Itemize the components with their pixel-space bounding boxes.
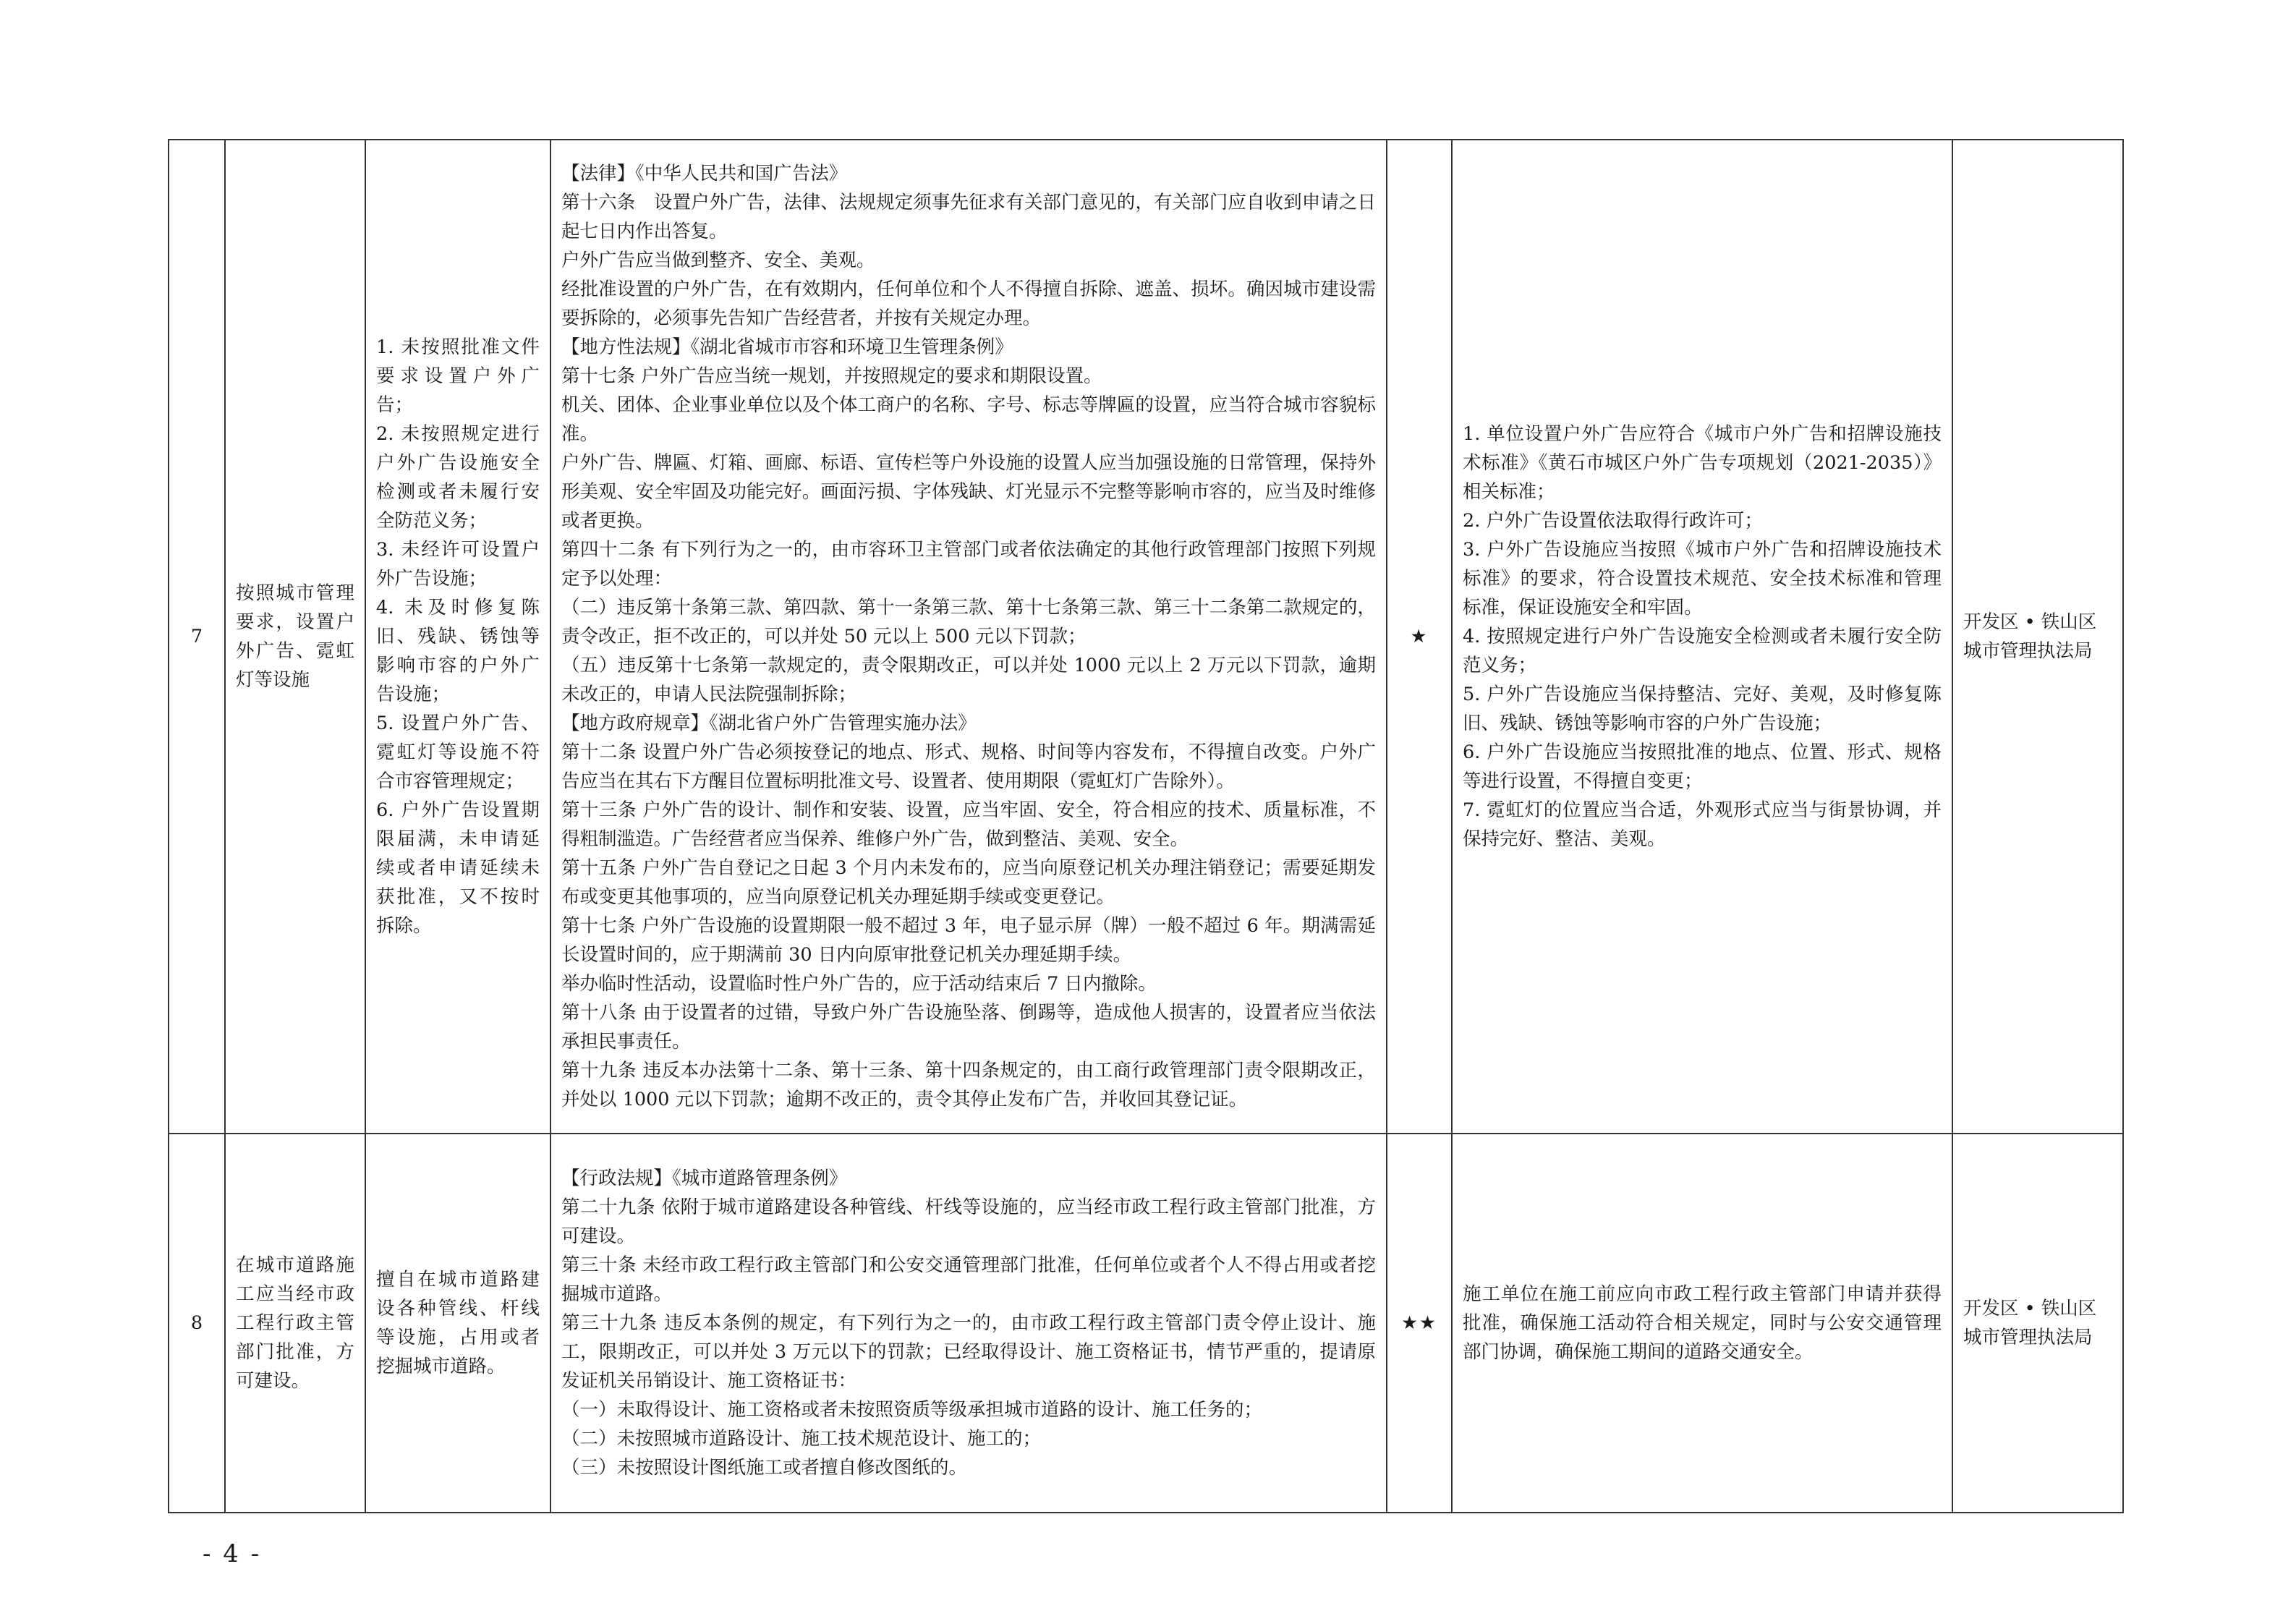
law-line: 第十八条 由于设置者的过错，导致户外广告设施坠落、倒踢等，造成他人损害的，设置者应当依法承担民事责任。	[561, 1002, 1376, 1053]
standard-line: 2. 户外广告设置依法取得行政许可；	[1463, 510, 1763, 532]
law-line: 机关、团体、企业事业单位以及个体工商户的名称、字号、标志等牌匾的设置，应当符合城市容貌标准。	[561, 394, 1376, 445]
violation-line: 擅自在城市道路建设各种管线、杆线等设施，占用或者挖掘城市道路。	[376, 1269, 540, 1377]
table-row	[169, 1134, 2123, 1513]
law-line: 户外广告应当做到整齐、安全、美观。	[561, 250, 875, 271]
violation-line: 1. 未按照批准文件要求设置户外广告；	[376, 336, 540, 416]
standards-cell	[1452, 140, 1952, 1134]
law-line: （二）违反第十条第三款、第四款、第十一条第三款、第十七条第三款、第三十二条第二款规定的，责令改正，拒不改正的，可以并处 50 元以上 500 元以下罚款；	[561, 597, 1376, 647]
law-line: 【地方性法规】《湖北省城市市容和环境卫生管理条例》	[561, 336, 1013, 358]
law-line: 第十三条 户外广告的设计、制作和安装、设置，应当牢固、安全，符合相应的技术、质量标准，不得粗制滥造。广告经营者应当保养、维修户外广告，做到整洁、美观、安全。	[561, 799, 1376, 850]
standard-line: 7. 霓虹灯的位置应当合适，外观形式应当与街景协调，并保持完好、整洁、美观。	[1463, 799, 1942, 850]
violations-cell	[365, 1134, 550, 1513]
item-cell: 按照城市管理要求，设置户外广告、霓虹灯等设施	[225, 140, 365, 1134]
standard-line: 1. 单位设置户外广告应符合《城市户外广告和招牌设施技术标准》《黄石市城区户外广告专项规划（2021-2035）》相关标准；	[1463, 423, 1942, 503]
law-line: （一）未取得设计、施工资格或者未按照资质等级承担城市道路的设计、施工任务的；	[561, 1399, 1263, 1421]
standard-line: 3. 户外广告设施应当按照《城市户外广告和招牌设施技术标准》的要求，符合设置技术规范、安全技术标准和管理标准，保证设施安全和牢固。	[1463, 539, 1942, 618]
law-line: 第三十条 未经市政工程行政主管部门和公安交通管理部门批准，任何单位或者个人不得占用或者挖掘城市道路。	[561, 1254, 1376, 1305]
law-line: 第十七条 户外广告应当统一规划，并按照规定的要求和期限设置。	[561, 365, 1102, 387]
star-rating: ★★	[1387, 1134, 1452, 1513]
regulation-table	[168, 139, 2124, 1513]
law-line: 第十五条 户外广告自登记之日起 3 个月内未发布的，应当向原登记机关办理注销登记；需要延期发布或变更其他事项的，应当向原登记机关办理延期手续或变更登记。	[561, 857, 1376, 908]
law-line: 【行政法规】《城市道路管理条例》	[561, 1168, 848, 1189]
law-line: 举办临时性活动，设置临时性户外广告的，应于活动结束后 7 日内撤除。	[561, 973, 1157, 995]
standard-line: 5. 户外广告设施应当保持整洁、完好、美观，及时修复陈旧、残缺、锈蚀等影响市容的户外广告设施；	[1463, 684, 1942, 734]
standard-line: 施工单位在施工前应向市政工程行政主管部门申请并获得批准，确保施工活动符合相关规定，同时与公安交通管理部门协调，确保施工期间的道路交通安全。	[1463, 1283, 1942, 1363]
law-basis-cell	[550, 140, 1387, 1134]
page-number: - 4 -	[203, 1539, 262, 1568]
star-rating: ★	[1387, 140, 1452, 1134]
standard-line: 4. 按照规定进行户外广告设施安全检测或者未履行安全防范义务；	[1463, 626, 1942, 676]
standard-line: 6. 户外广告设施应当按照批准的地点、位置、形式、规格等进行设置，不得擅自变更；	[1463, 741, 1942, 792]
violation-line: 5. 设置户外广告、霓虹灯等设施不符合市容管理规定；	[376, 713, 540, 792]
table-row	[169, 140, 2123, 1134]
law-line: 第十九条 违反本办法第十二条、第十三条、第十四条规定的，由工商行政管理部门责令限期改正，并处以 1000 元以下罚款；逾期不改正的，责令其停止发布广告，并收回其登记证。	[561, 1060, 1376, 1110]
law-line: （三）未按照设计图纸施工或者擅自修改图纸的。	[561, 1457, 968, 1479]
law-line: 第十二条 设置户外广告必须按登记的地点、形式、规格、时间等内容发布，不得擅自改变。户外广告应当在其右下方醒目位置标明批准文号、设置者、使用期限（霓虹灯广告除外）。	[561, 741, 1376, 792]
violation-line: 3. 未经许可设置户外广告设施；	[376, 539, 540, 590]
law-line: 经批准设置的户外广告，在有效期内，任何单位和个人不得擅自拆除、遮盖、损坏。确因城市建设需要拆除的，必须事先告知广告经营者，并按有关规定办理。	[561, 279, 1376, 329]
standards-cell	[1452, 1134, 1952, 1513]
violation-line: 2. 未按照规定进行户外广告设施安全检测或者未履行安全防范义务；	[376, 423, 540, 532]
violations-cell	[365, 140, 550, 1134]
authority-cell: 开发区 • 铁山区城市管理执法局	[1952, 1134, 2123, 1513]
law-line: 【地方政府规章】《湖北省户外广告管理实施办法》	[561, 713, 977, 734]
law-line: （五）违反第十七条第一款规定的，责令限期改正，可以并处 1000 元以上 2 万元以下罚款，逾期未改正的，申请人民法院强制拆除；	[561, 655, 1376, 705]
row-number: 7	[169, 140, 225, 1134]
law-line: 第十六条 设置户外广告，法律、法规规定须事先征求有关部门意见的，有关部门应自收到申请之日起七日内作出答复。	[561, 192, 1376, 242]
law-line: （二）未按照城市道路设计、施工技术规范设计、施工的；	[561, 1428, 1042, 1450]
law-line: 户外广告、牌匾、灯箱、画廊、标语、宣传栏等户外设施的设置人应当加强设施的日常管理，保持外形美观、安全牢固及功能完好。画面污损、字体残缺、灯光显示不完整等影响市容的，应当及时维修或者更换。	[561, 452, 1376, 532]
row-number: 8	[169, 1134, 225, 1513]
authority-cell: 开发区 • 铁山区城市管理执法局	[1952, 140, 2123, 1134]
violation-line: 6. 户外广告设置期限届满，未申请延续或者申请延续未获批准，又不按时拆除。	[376, 799, 540, 937]
violation-line: 4. 未及时修复陈旧、残缺、锈蚀等影响市容的户外广告设施；	[376, 597, 540, 705]
law-line: 第十七条 户外广告设施的设置期限一般不超过 3 年，电子显示屏（牌）一般不超过 6 年。期满需延长设置时间的，应于期满前 30 日内向原审批登记机关办理延期手续。	[561, 915, 1376, 966]
law-line: 第二十九条 依附于城市道路建设各种管线、杆线等设施的，应当经市政工程行政主管部门批准，方可建设。	[561, 1196, 1376, 1247]
law-line: 第三十九条 违反本条例的规定，有下列行为之一的，由市政工程行政主管部门责令停止设计、施工，限期改正，可以并处 3 万元以下的罚款；已经取得设计、施工资格证书，情节严重的，提请原发证机关吊销设计、施工资格证书：	[561, 1312, 1376, 1392]
item-cell: 在城市道路施工应当经市政工程行政主管部门批准，方可建设。	[225, 1134, 365, 1513]
law-basis-cell	[550, 1134, 1387, 1513]
law-line: 【法律】《中华人民共和国广告法》	[561, 163, 848, 184]
law-line: 第四十二条 有下列行为之一的，由市容环卫主管部门或者依法确定的其他行政管理部门按照下列规定予以处理：	[561, 539, 1376, 590]
